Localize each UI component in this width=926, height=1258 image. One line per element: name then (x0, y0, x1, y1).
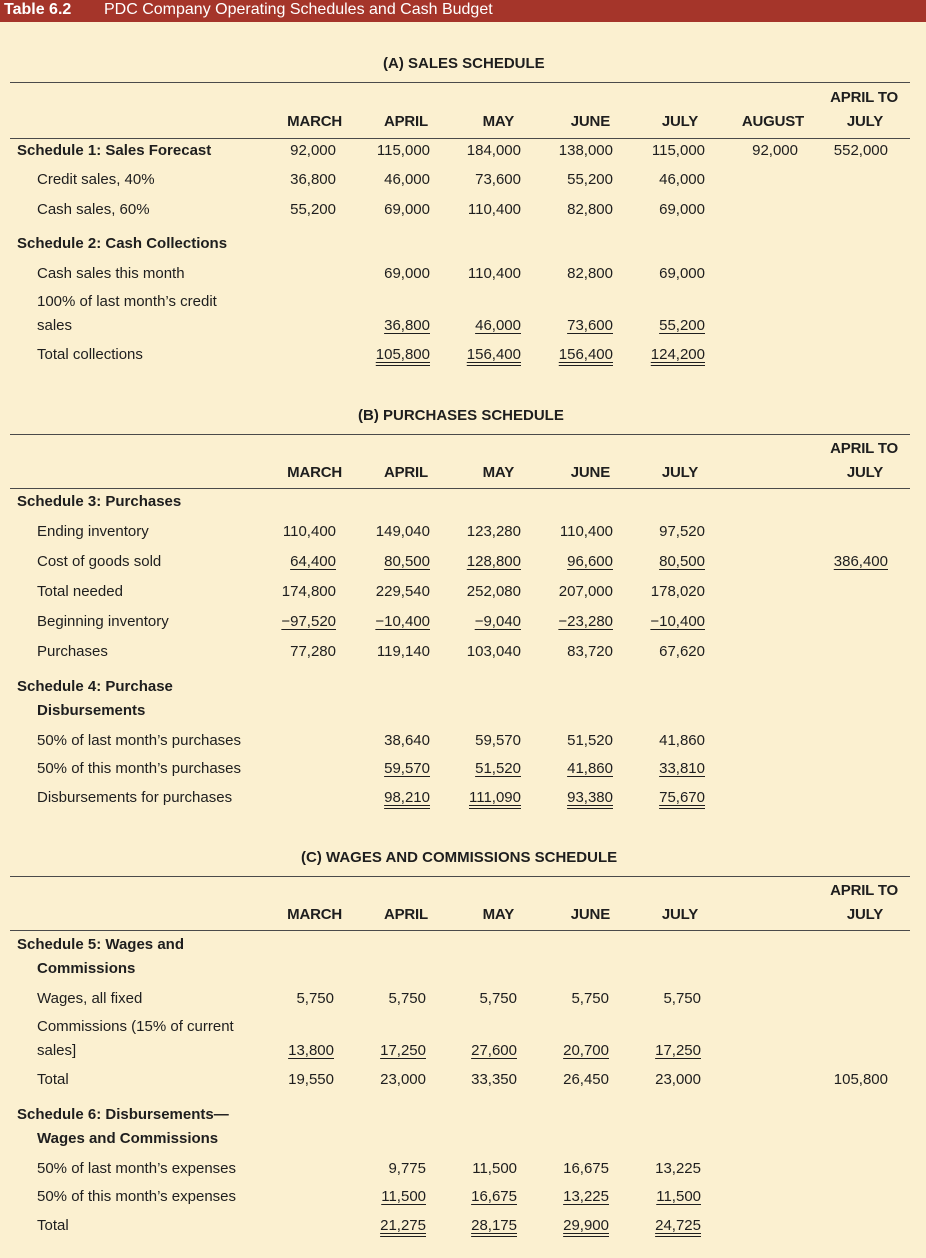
col-header-july: JULY (661, 464, 698, 481)
col-header-april-to: APRIL TO (830, 89, 898, 106)
cell: 11,500 (381, 1188, 426, 1205)
row-label: Cash sales, 60% (37, 201, 150, 218)
cell: 33,350 (471, 1071, 517, 1088)
row-label: 50% of last month’s expenses (37, 1160, 237, 1177)
col-header-may: MAY (482, 906, 514, 923)
col-header-april: APRIL (383, 113, 428, 130)
cell: 207,000 (558, 583, 613, 600)
cell: 105,800 (833, 1071, 888, 1088)
cell: 33,810 (659, 760, 705, 777)
cell: 178,020 (650, 583, 705, 600)
cell: 51,520 (567, 732, 613, 749)
row-label: Wages, all fixed (37, 990, 143, 1007)
cell: 23,000 (655, 1071, 701, 1088)
cell: 67,620 (659, 643, 705, 660)
schedule-6-label-cont: Wages and Commissions (37, 1130, 219, 1147)
schedule-4-label: Schedule 4: Purchase (17, 678, 173, 695)
cell: 174,800 (281, 583, 336, 600)
cell: 27,600 (471, 1042, 517, 1059)
cell: 552,000 (833, 142, 888, 159)
cell: 38,640 (384, 732, 430, 749)
cell: 80,500 (659, 553, 705, 570)
row-label: Cash sales this month (37, 265, 185, 282)
row-label: Beginning inventory (37, 613, 169, 630)
col-header-march: MARCH (287, 113, 342, 130)
cell: 83,720 (567, 643, 613, 660)
cell: 17,250 (380, 1042, 426, 1059)
col-header-march: MARCH (287, 906, 342, 923)
cell: 5,750 (663, 990, 701, 1007)
cell: 123,280 (466, 523, 521, 540)
cell: 184,000 (466, 142, 521, 159)
table-header-bar (0, 0, 926, 22)
cell: 115,000 (376, 142, 430, 159)
cell: 16,675 (563, 1160, 609, 1177)
row-label: Commissions (15% of current (37, 1018, 234, 1035)
cell: 156,400 (466, 346, 521, 363)
row-label: Total (37, 1071, 69, 1088)
cell: 59,570 (384, 760, 430, 777)
cell: 96,600 (567, 553, 613, 570)
divider (10, 876, 910, 877)
cell: 92,000 (752, 142, 798, 159)
col-header-may: MAY (482, 113, 514, 130)
cell: 55,200 (290, 201, 336, 218)
col-header-april-to: APRIL TO (830, 882, 898, 899)
cell: 115,000 (651, 142, 705, 159)
cell: 75,670 (659, 789, 705, 806)
sales-schedule-title: (A) SALES SCHEDULE (383, 55, 545, 72)
cell: 11,500 (472, 1160, 517, 1177)
row-label: 100% of last month’s credit (37, 293, 217, 310)
cell: −9,040 (474, 613, 521, 630)
cell: 110,400 (282, 523, 336, 540)
schedule-5-label-cont: Commissions (37, 960, 136, 977)
divider (10, 930, 910, 931)
cell: 5,750 (296, 990, 334, 1007)
cell: 229,540 (375, 583, 430, 600)
cell: 110,400 (467, 265, 521, 282)
row-label: Credit sales, 40% (37, 171, 155, 188)
cell: 119,140 (376, 643, 430, 660)
cell: 28,175 (471, 1217, 517, 1234)
cell: 24,725 (655, 1217, 701, 1234)
row-label: sales] (37, 1042, 77, 1059)
cell: 69,000 (384, 201, 430, 218)
row-label: Disbursements for purchases (37, 789, 233, 806)
divider (10, 488, 910, 489)
cell: 29,900 (563, 1217, 609, 1234)
cell: 16,675 (471, 1188, 517, 1205)
cell: 111,090 (469, 789, 521, 806)
cell: 46,000 (384, 171, 430, 188)
cell: 5,750 (388, 990, 426, 1007)
cell: 105,800 (375, 346, 430, 363)
cell: 5,750 (479, 990, 517, 1007)
row-label: Cost of goods sold (37, 553, 162, 570)
row-label: 50% of this month’s expenses (37, 1188, 237, 1205)
col-header-july-total: JULY (846, 113, 883, 130)
cell: 55,200 (567, 171, 613, 188)
cell: 41,860 (659, 732, 705, 749)
cell: 23,000 (380, 1071, 426, 1088)
cell: 55,200 (659, 317, 705, 334)
table-title: PDC Company Operating Schedules and Cash Budget (104, 1, 493, 18)
cell: 82,800 (567, 265, 613, 282)
cell: 46,000 (659, 171, 705, 188)
row-label: 50% of this month’s purchases (37, 760, 242, 777)
col-header-june: JUNE (570, 906, 610, 923)
row-label: Total needed (37, 583, 123, 600)
col-header-june: JUNE (570, 464, 610, 481)
cell: 93,380 (567, 789, 613, 806)
purchases-schedule-title: (B) PURCHASES SCHEDULE (358, 407, 564, 424)
col-header-april: APRIL (383, 464, 428, 481)
col-header-april: APRIL (383, 906, 428, 923)
col-header-march: MARCH (287, 464, 342, 481)
cell: 110,400 (467, 201, 521, 218)
col-header-july-total: JULY (846, 464, 883, 481)
cell: 41,860 (567, 760, 613, 777)
cell: 138,000 (558, 142, 613, 159)
col-header-august: AUGUST (741, 113, 804, 130)
schedule-1-label: Schedule 1: Sales Forecast (17, 142, 212, 159)
cell: 103,040 (466, 643, 521, 660)
divider (10, 82, 910, 83)
cell: 59,570 (475, 732, 521, 749)
cell: −10,400 (375, 613, 430, 630)
cell: 20,700 (563, 1042, 609, 1059)
cell: 36,800 (384, 317, 430, 334)
cell: 156,400 (558, 346, 613, 363)
cell: 92,000 (290, 142, 336, 159)
col-header-april-to: APRIL TO (830, 440, 898, 457)
cell: 51,520 (475, 760, 521, 777)
cell: 46,000 (475, 317, 521, 334)
cell: 26,450 (563, 1071, 609, 1088)
cell: 82,800 (567, 201, 613, 218)
schedule-6-label: Schedule 6: Disbursements— (17, 1106, 229, 1123)
col-header-july: JULY (661, 113, 698, 130)
cell: 252,080 (466, 583, 521, 600)
cell: 69,000 (384, 265, 430, 282)
cell: 64,400 (290, 553, 336, 570)
wages-schedule-title: (C) WAGES AND COMMISSIONS SCHEDULE (301, 849, 618, 866)
cell: 73,600 (475, 171, 521, 188)
cell: 124,200 (650, 346, 705, 363)
schedule-5-label: Schedule 5: Wages and (17, 936, 184, 953)
schedule-4-label-cont: Disbursements (37, 702, 146, 719)
row-label: Total (37, 1217, 69, 1234)
row-label: Ending inventory (37, 523, 149, 540)
cell: 97,520 (659, 523, 705, 540)
cell: −23,280 (558, 613, 613, 630)
cell: 5,750 (571, 990, 609, 1007)
cell: 73,600 (567, 317, 613, 334)
divider (10, 434, 910, 435)
col-header-june: JUNE (570, 113, 610, 130)
row-label: Total collections (37, 346, 143, 363)
cell: 98,210 (384, 789, 430, 806)
cell: 13,225 (563, 1188, 609, 1205)
cell: 110,400 (559, 523, 613, 540)
cell: 128,800 (466, 553, 521, 570)
cell: 13,800 (288, 1042, 334, 1059)
cell: 21,275 (380, 1217, 426, 1234)
cell: −10,400 (650, 613, 705, 630)
row-label: 50% of last month’s purchases (37, 732, 242, 749)
row-label: Purchases (37, 643, 108, 660)
cell: 69,000 (659, 265, 705, 282)
cell: 386,400 (833, 553, 888, 570)
col-header-july: JULY (661, 906, 698, 923)
cell: 13,225 (655, 1160, 701, 1177)
cell: 36,800 (290, 171, 336, 188)
schedule-2-label: Schedule 2: Cash Collections (17, 235, 228, 252)
col-header-july-total: JULY (846, 906, 883, 923)
schedule-3-label: Schedule 3: Purchases (17, 493, 182, 510)
cell: 77,280 (290, 643, 336, 660)
table-number: Table 6.2 (4, 1, 72, 18)
col-header-may: MAY (482, 464, 514, 481)
row-label: sales (37, 317, 73, 334)
cell: 11,500 (656, 1188, 701, 1205)
cell: 9,775 (388, 1160, 426, 1177)
cell: 149,040 (375, 523, 430, 540)
cell: 80,500 (384, 553, 430, 570)
divider (10, 138, 910, 139)
cell: 19,550 (288, 1071, 334, 1088)
cell: −97,520 (281, 613, 336, 630)
cell: 17,250 (655, 1042, 701, 1059)
cell: 69,000 (659, 201, 705, 218)
